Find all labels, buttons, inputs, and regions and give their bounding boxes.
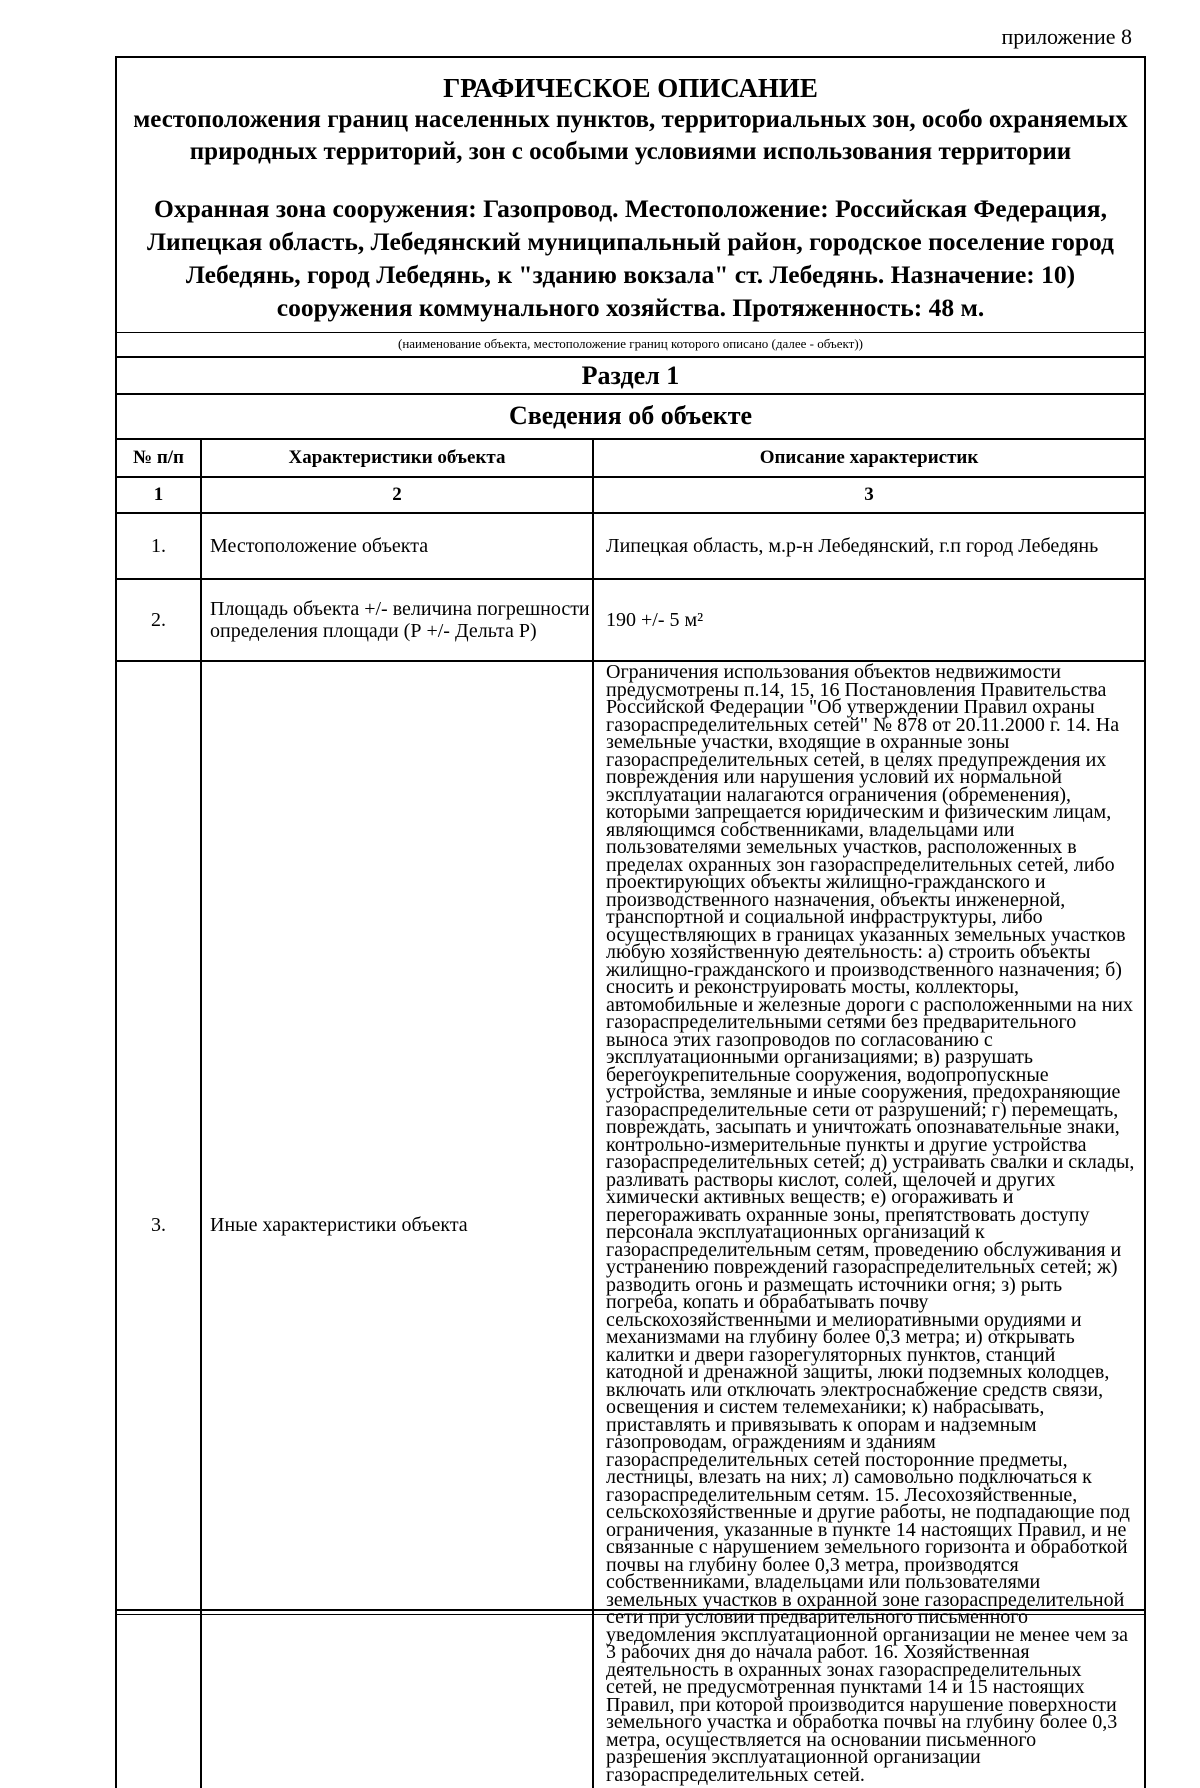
document-title: ГРАФИЧЕСКОЕ ОПИСАНИЕ xyxy=(443,73,818,103)
section-subtitle: Сведения об объекте xyxy=(117,393,1144,438)
row-characteristic: Иные характеристики объекта xyxy=(201,661,593,1788)
column-number-2: 2 xyxy=(201,477,593,513)
column-number-1: 1 xyxy=(117,477,201,513)
document-frame xyxy=(115,56,1146,1788)
row-number: 1. xyxy=(117,513,201,579)
table-row xyxy=(117,661,1144,1788)
column-number-3: 3 xyxy=(593,477,1144,513)
header-block xyxy=(117,58,1144,332)
row-characteristic: Местоположение объекта xyxy=(201,513,593,579)
table-column-numbers-row xyxy=(117,477,1144,513)
row-number: 2. xyxy=(117,579,201,661)
header-description: Описание характеристик xyxy=(593,439,1144,477)
header-number: № п/п xyxy=(117,439,201,477)
table-bottom-border-double xyxy=(115,1614,1146,1615)
object-info-table xyxy=(117,438,1144,1788)
appendix-label: приложение 8 xyxy=(1001,24,1132,49)
row-description: Ограничения использования объектов недвижимости предусмотрены п.14, 15, 16 Постановления Правительства Российской Федерации "Об утверждении Правил охраны газораспределительных сетей" № 878 от 20.11.2000 г. 14. На земельные участки, входящие в охранные зоны газораспределительных сетей, в целях предупреждения их повреждения или нарушения условий их нормальной эксплуатации налагаются ограничения (обременения), которыми запрещается юридическим и физическим лицам, являющимся собственниками, владельцами или пользователями земельных участков, расположенных в пределах охранных зон газораспределительных сетей, либо проектирующих объекты жилищно-гражданского и производственного назначения, объекты инженерной, транспортной и социальной инфраструктуры, либо осуществляющих в границах указанных земельных участков любую хозяйственную деятельность: а) строить объекты жилищно-гражданского и производственного назначения; б) сносить и реконструировать мосты, коллекторы, автомобильные и железные дороги с расположенными на них газораспределительными сетями без предварительного выноса этих газопроводов по согласованию с эксплуатационными организациями; в) разрушать берегоукрепительные сооружения, водопропускные устройства, земляные и иные сооружения, предохраняющие газораспределительные сети от разрушений; г) перемещать, повреждать, засыпать и уничтожать опознавательные знаки, контрольно-измерительные пункты и другие устройства газораспределительных сетей; д) устраивать свалки и склады, разливать растворы кислот, солей, щелочей и других химически активных веществ; е) огораживать и перегораживать охранные зоны, препятствовать доступу персонала эксплуатационных организаций к газораспределительным сетям, проведению обслуживания и устранению повреждений газораспределительных сетей; ж) разводить огонь и размещать источники огня; з) рыть погреба, копать и обрабатывать почву сельскохозяйственными и мелиоративными орудиями и механизмами на глубину более 0,3 метра; и) открывать калитки и двери газорегуляторных пунктов, станций катодной и дренажной защиты, люки подземных колодцев, включать или отключать электроснабжение средств связи, освещения и систем телемеханики; к) набрасывать, приставлять и привязывать к опорам и надземным газопроводам, ограждениям и зданиям газораспределительных сетей посторонние предметы, лестницы, влезать на них; л) самовольно подключаться к газораспределительным сетям. 15. Лесохозяйственные, сельскохозяйственные и другие работы, не подпадающие под ограничения, указанные в пункте 14 настоящих Правил, и не связанные с нарушением земельного горизонта и обработкой почвы на глубину более 0,3 метра, производятся собственниками, владельцами или пользователями земельных участков в охранной зоне газораспределительной сети при условии предварительного письменного уведомления эксплуатационной организации не менее чем за 3 рабочих дня до начала работ. 16. Хозяйственная деятельность в охранных зонах газораспределительных сетей, не предусмотренная пунктами 14 и 15 настоящих Правил, при которой производится нарушение поверхности земельного участка и обработка почвы на глубину более 0,3 метра, осуществляется на основании письменного разрешения эксплуатационной организации газораспределительных сетей. xyxy=(593,661,1144,1788)
object-caption: (наименование объекта, местоположение границ которого описано (далее - объект)) xyxy=(117,332,1144,356)
row-description: Липецкая область, м.р-н Лебедянский, г.п город Лебедянь xyxy=(593,513,1144,579)
table-row xyxy=(117,513,1144,579)
row-number: 3. xyxy=(117,661,201,1788)
table-row xyxy=(117,579,1144,661)
row-characteristic: Площадь объекта +/- величина погрешности определения площади (Р +/- Дельта Р) xyxy=(201,579,593,661)
table-bottom-border xyxy=(115,1609,1146,1611)
table-header-row xyxy=(117,439,1144,477)
row-description: 190 +/- 5 м² xyxy=(593,579,1144,661)
document-subtitle: местоположения границ населенных пунктов, территориальных зон, особо охраняемых природных территорий, зон с особыми условиями использования территории xyxy=(133,106,1128,165)
section-title: Раздел 1 xyxy=(117,356,1144,393)
object-description: Охранная зона сооружения: Газопровод. Местоположение: Российская Федерация, Липецкая область, Лебедянский муниципальный район, городское поселение город Лебедянь, город Лебедянь, к "зданию вокзала" ст. Лебедянь. Назначение: 10) сооружения коммунального хозяйства. Протяженность: 48 м. xyxy=(147,194,1114,322)
header-characteristic: Характеристики объекта xyxy=(201,439,593,477)
